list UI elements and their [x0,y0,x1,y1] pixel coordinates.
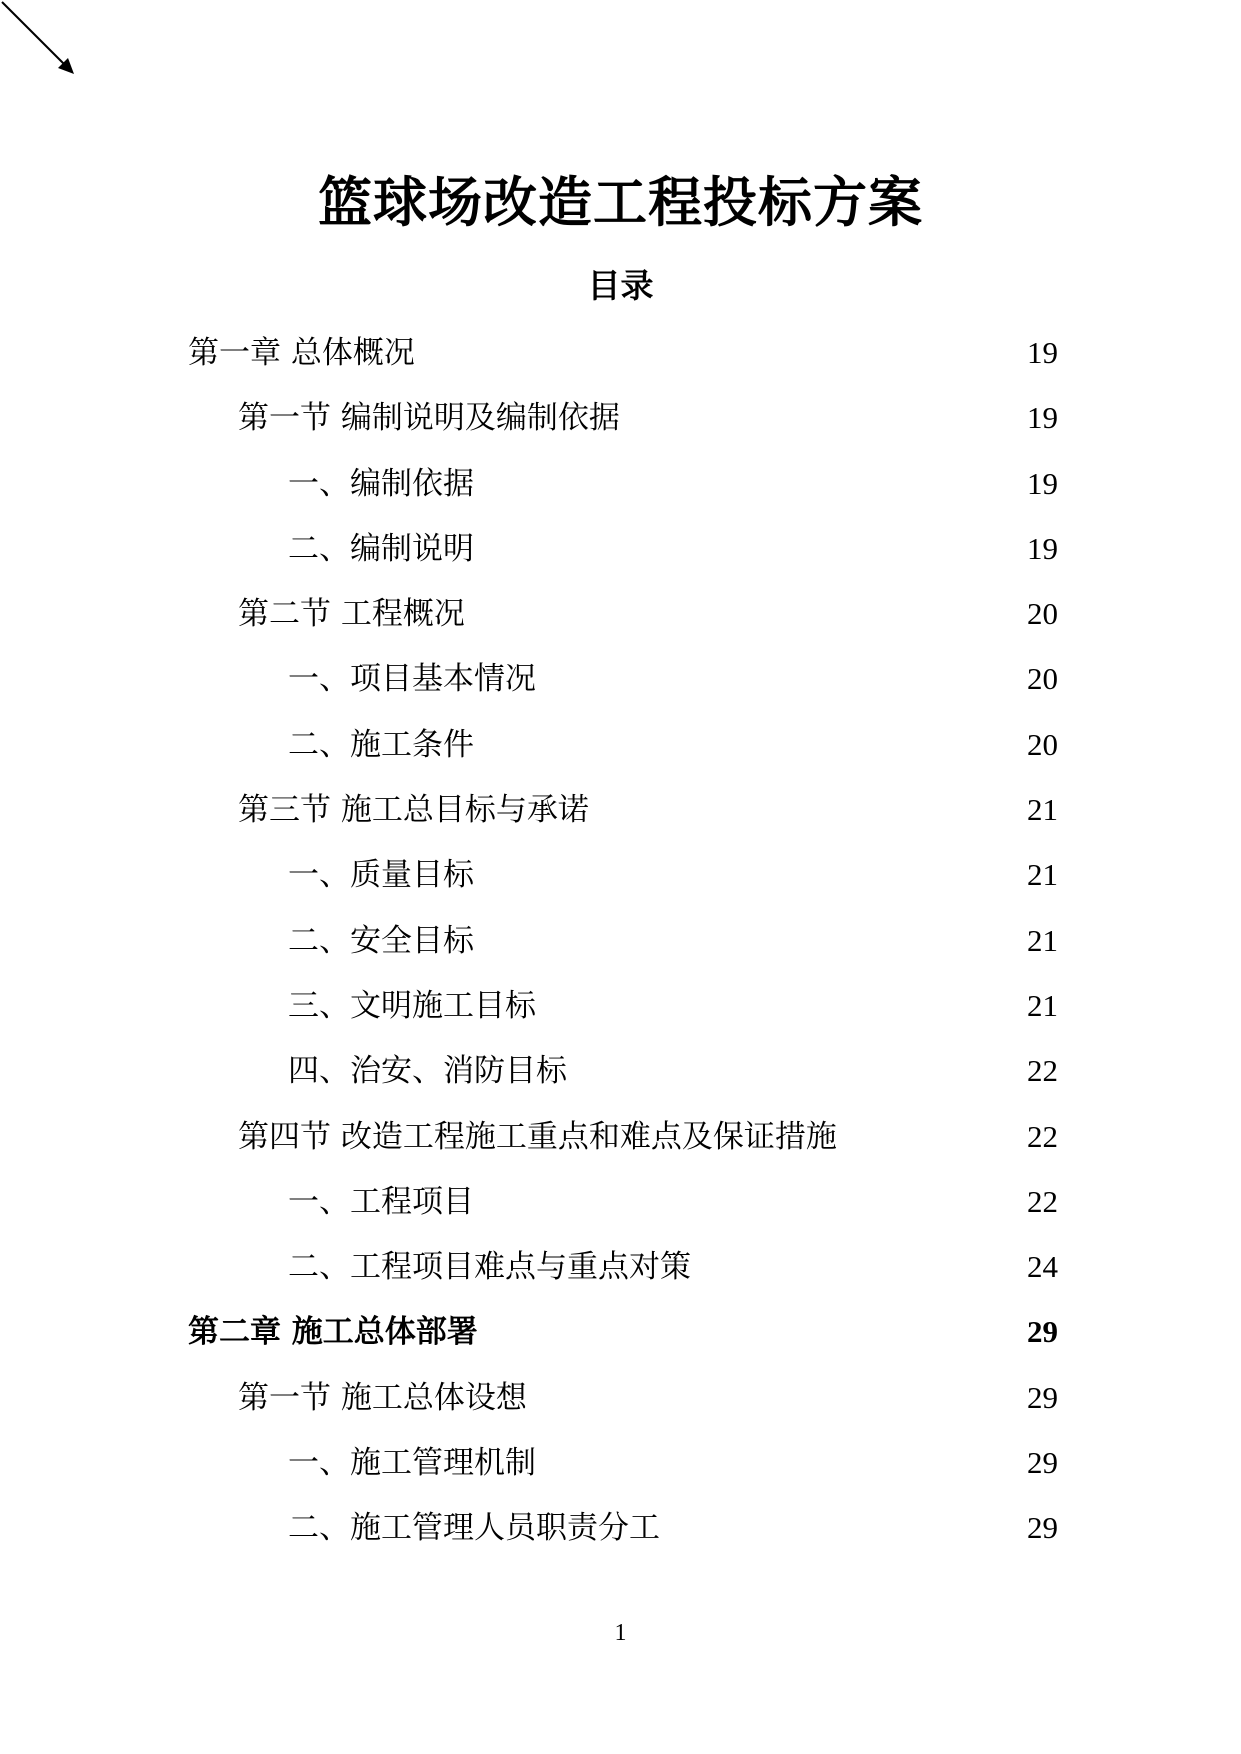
toc-entry-label: 第一节 编制说明及编制依据 [238,400,620,437]
toc-entry-label: 二、施工管理人员职责分工 [288,1510,660,1547]
toc-heading: 目录 [587,266,654,305]
table-of-contents [188,329,1058,1570]
toc-entry[interactable] [188,982,1058,1047]
toc-entry-label: 一、工程项目 [288,1183,474,1220]
toc-entry-page: 19 [1027,335,1058,370]
toc-entry-page: 22 [1027,1183,1058,1219]
toc-entry-page: 21 [1027,792,1058,828]
toc-entry-label: 二、编制说明 [288,530,474,567]
toc-entry[interactable] [188,590,1058,655]
toc-entry-label: 第二节 工程概况 [238,596,465,633]
toc-entry[interactable] [188,1178,1058,1243]
toc-entry-page: 19 [1027,400,1058,436]
toc-entry-page: 20 [1027,661,1058,697]
toc-entry[interactable] [188,1504,1058,1569]
toc-entry[interactable] [188,525,1058,590]
toc-entry-page: 19 [1027,465,1058,501]
toc-entry-page: 22 [1027,1053,1058,1089]
toc-entry-label: 四、治安、消防目标 [288,1053,567,1090]
toc-entry[interactable] [188,1308,1058,1373]
toc-entry-label: 二、工程项目难点与重点对策 [288,1249,691,1286]
toc-entry-label: 一、施工管理机制 [288,1445,536,1482]
toc-entry-label: 第四节 改造工程施工重点和难点及保证措施 [238,1118,837,1155]
toc-entry-page: 29 [1027,1445,1058,1481]
toc-entry-page: 19 [1027,530,1058,566]
toc-entry-label: 第一节 施工总体设想 [238,1379,527,1416]
page-number: 1 [614,1620,627,1646]
toc-entry-label: 一、项目基本情况 [288,661,536,698]
arrow-down-right-icon [0,0,80,80]
toc-entry[interactable] [188,1113,1058,1178]
toc-entry-page: 29 [1027,1510,1058,1546]
toc-entry-page: 29 [1027,1379,1058,1415]
toc-entry-label: 第三节 施工总目标与承诺 [238,792,589,829]
document-title: 篮球场改造工程投标方案 [318,171,923,234]
toc-entry[interactable] [188,655,1058,720]
toc-entry-page: 29 [1027,1314,1058,1350]
toc-entry-page: 24 [1027,1249,1058,1285]
toc-entry[interactable] [188,329,1058,394]
toc-entry-label: 三、文明施工目标 [288,987,536,1024]
toc-entry[interactable] [188,1047,1058,1112]
toc-entry[interactable] [188,1374,1058,1439]
toc-entry-label: 一、编制依据 [288,465,474,502]
toc-entry[interactable] [188,917,1058,982]
toc-entry[interactable] [188,851,1058,916]
toc-entry-page: 22 [1027,1118,1058,1154]
toc-entry-page: 20 [1027,596,1058,632]
toc-entry-label: 二、安全目标 [288,922,474,959]
toc-entry-label: 二、施工条件 [288,726,474,763]
toc-entry-page: 21 [1027,857,1058,893]
toc-entry[interactable] [188,721,1058,786]
toc-entry[interactable] [188,1439,1058,1504]
toc-entry-label: 第二章 施工总体部署 [188,1314,478,1351]
toc-entry-page: 21 [1027,922,1058,958]
toc-entry-label: 一、质量目标 [288,857,474,894]
toc-entry[interactable] [188,394,1058,459]
toc-entry-page: 21 [1027,987,1058,1023]
toc-entry[interactable] [188,1243,1058,1308]
toc-entry[interactable] [188,786,1058,851]
toc-entry-label: 第一章 总体概况 [188,335,415,371]
toc-entry[interactable] [188,460,1058,525]
toc-entry-page: 20 [1027,726,1058,762]
